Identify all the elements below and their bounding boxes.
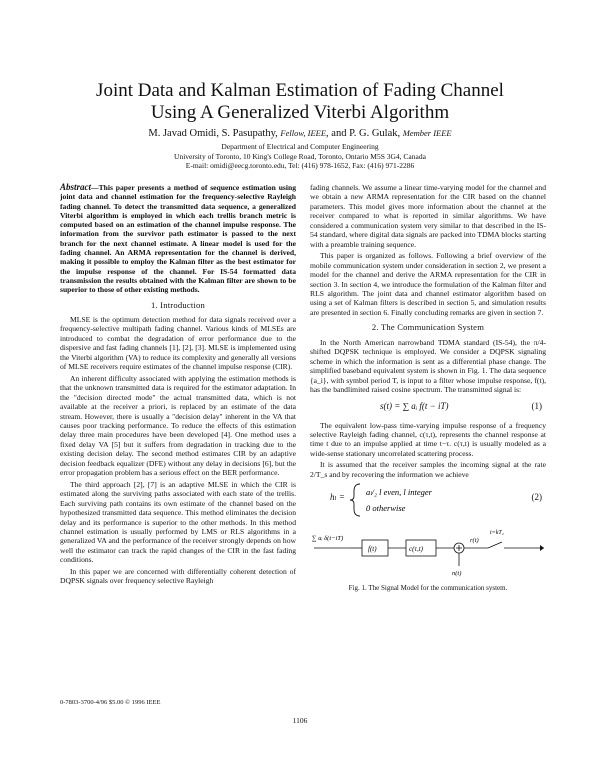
equation-2-number: (2) bbox=[531, 492, 542, 503]
paper-title bbox=[0, 80, 600, 124]
figure-1-caption: Fig. 1. The Signal Model for the communication system. bbox=[348, 584, 508, 593]
abstract-lead: Abstract bbox=[60, 182, 92, 192]
intro-paragraph-4: In this paper we are concerned with differentially coherent detection of DQPSK signals over frequency selective Rayleigh bbox=[60, 566, 296, 586]
right-paragraph-3: In the North American narrowband TDMA standard (IS-54), the π/4-shifted DQPSK technique is employed. We consider a DQPSK signaling scheme in which the information is sent as a differential phase change. The simplified baseband equivalent system is shown in Fig. 1. The data sequence {a_i}, with symbol period T, is input to a filter whose impulse response, f(t), has the bandlimited raised cosine spectrum. The transmitted signal is: bbox=[310, 337, 546, 395]
right-column bbox=[310, 183, 546, 594]
block-diagram bbox=[310, 522, 546, 582]
abstract-text: —This paper presents a method of sequence estimation using joint data and channel estimation for the frequency-selective Rayleigh fading channel. To detect the transmitted data sequence, a generalized Viterbi algorithm is employed in which each trellis branch metric is computed based on an estimation of the channel impulse response. The information from the survivor path estimator is passed to the next branch for the next channel estimate. A linear model is used for the fading channel. An ARMA representation for the channel is derived, making it possible to employ the Kalman filter as the best estimator for the impulse response of the channel. For IS-54 formatted data transmission the results obtained with the Kalman filter are shown to be superior to those of other existing methods. bbox=[60, 183, 296, 295]
equation-2-case-2: 0 otherwise bbox=[366, 503, 406, 514]
section-2-title: 2. The Communication System bbox=[371, 322, 485, 333]
author-aff-2: Member IEEE bbox=[402, 128, 452, 138]
figure-1 bbox=[310, 522, 546, 582]
equation-2-brace bbox=[350, 482, 500, 518]
title-line-2: Using A Generalized Viterbi Algorithm bbox=[150, 102, 450, 123]
left-column bbox=[60, 183, 296, 588]
author-names-2: , and P. G. Gulak, bbox=[326, 128, 403, 139]
affiliation-line-3: E-mail: omidi@eecg.toronto.edu, Tel: (416) 978-1652, Fax: (416) 971-2286 bbox=[185, 161, 415, 170]
diagram-input-label: ∑ aᵢ δ(t−iT) bbox=[312, 535, 344, 543]
abstract bbox=[60, 183, 296, 295]
diagram-output-label: r(t) bbox=[470, 537, 479, 545]
equation-1 bbox=[310, 399, 546, 417]
affiliation-block bbox=[0, 142, 600, 171]
equation-2-case-1: aₗ/₂ l even, l integer bbox=[366, 487, 432, 498]
affiliation-line-2: University of Toronto, 10 King's College Road, Toronto, Ontario M5S 3G4, Canada bbox=[174, 151, 426, 161]
affiliation-line-1: Department of Electrical and Computer Engineering bbox=[221, 142, 379, 151]
equation-1-body: s(t) = ∑ aᵢ f(t − iT) bbox=[380, 400, 449, 411]
diagram-sampler-label: t=kT₂ bbox=[490, 530, 504, 537]
equation-2 bbox=[310, 482, 546, 518]
author-aff-1: Fellow, IEEE bbox=[280, 128, 327, 138]
author-line bbox=[0, 128, 600, 139]
diagram-filter-label: f(t) bbox=[368, 545, 377, 554]
right-paragraph-4: The equivalent low-pass time-varying impulse response of a frequency selective Rayleigh fading channel, c(τ,t), represents the channel response at time t due to an impulse applied at time t−τ. c(τ,t) is usually modeled as a wide-sense stationary uncorrelated scattering process. bbox=[310, 420, 546, 458]
intro-paragraph-2: An inherent difficulty associated with applying the estimation methods is that the unknown transmitted data is required for the estimator adaptation. In the "decision directed mode" the actual transmitted data, which is not available at the receiver a priori, is replaced by an estimate of the data stream. However, there is usually a "decision delay" inherent in the VA that causes poor tracking performance. To reduce the effects of this estimation delay three main procedures have been developed [4]. One method uses a fixed delay VA [5] but it suffers from degradation in tracking due to the existing decision delay. The second method estimates CIR by an adaptive decision feedback equalizer (DFE) without any delay in decisions [6], but the error propagation problem has a serious effect on the BER performance. bbox=[60, 373, 296, 478]
right-paragraph-2: This paper is organized as follows. Following a brief overview of the mobile communication system under consideration in section 2, we present a model for the channel and derive the ARMA representation for the CIR in section 3. In section 4, we introduce the formulation of the Kalman filter and RLS algorithm. The joint data and channel estimator algorithm based on using a set of Kalman filters is described in section 5, and simulation results are presented in section 6. Finally concluding remarks are given in section 7. bbox=[310, 251, 546, 317]
right-paragraph-1: fading channels. We assume a linear time-varying model for the channel and we obtain a new ARMA representation for the CIR based on the channel parameters. This model gives more information about the channel at the receiver compared to what is reported in similar algorithms. We have considered a communication system very similar to that described in the IS-54 standard, where digital data signals are packed into TDMA blocks starting with a preamble training sequence. bbox=[310, 183, 546, 249]
intro-paragraph-3: The third approach [2], [7] is an adaptive MLSE in which the CIR is estimated along the surviving paths associated with each state of the trellis. Each surviving path contains its own estimate of the channel based on the hypothesized transmitted data sequence. This method eliminates the decision delay and its performance is superior to the other methods. In this method channel estimation is usually performed by LMS or RLS algorithms in a generalized VA and the performance of the receiver strongly depends on how well the estimator can track the rapid changes of the CIR in the fast fading conditions. bbox=[60, 479, 296, 565]
equation-1-number: (1) bbox=[531, 400, 542, 411]
footer-copyright: 0-7803-3700-4/96 $5.00 © 1996 IEEE bbox=[60, 699, 161, 706]
right-paragraph-5: It is assumed that the receiver samples the incoming signal at the rate 2/T_s and by recovering the information we achieve bbox=[310, 460, 546, 479]
author-names: M. Javad Omidi, S. Pasupathy, bbox=[148, 128, 281, 139]
section-1-title: 1. Introduction bbox=[150, 299, 206, 310]
title-line-1: Joint Data and Kalman Estimation of Fading Channel bbox=[96, 80, 504, 101]
equation-2-lhs: hₗ = bbox=[330, 492, 346, 503]
intro-paragraph-1: MLSE is the optimum detection method for data signals received over a frequency-selective multipath fading channel. Various kinds of MLSEs are introduced to combat the degradation of error performance due to the dispersive and fast fading channels [1], [2], [3]. MLSE is implemented using the Viterbi algorithm (VA) to reduce its complexity and generally all versions of MLSE receivers require estimates of the channel impulse response (CIR). bbox=[60, 315, 296, 372]
page-number: 1106 bbox=[292, 716, 308, 725]
diagram-sampler-switch bbox=[488, 542, 502, 548]
diagram-channel-label: c(τ,t) bbox=[409, 545, 423, 554]
diagram-noise-label: n(t) bbox=[452, 570, 462, 578]
